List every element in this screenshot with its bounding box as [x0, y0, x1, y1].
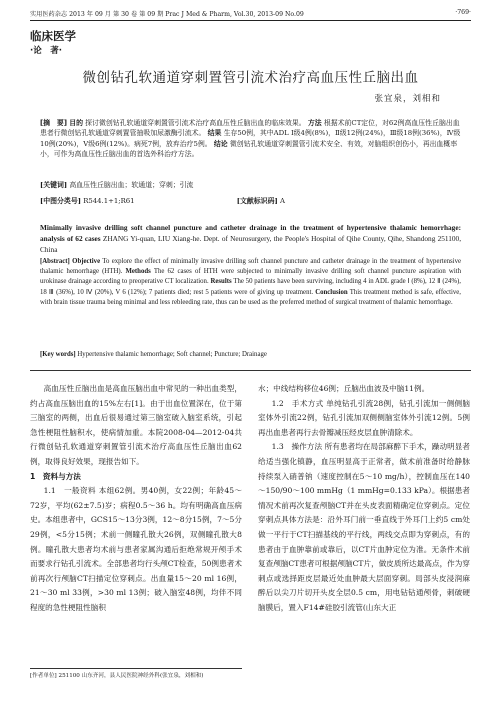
methods-label: 方法: [307, 119, 322, 127]
conclusion-text: 微创钻孔软通道穿刺置管引流术安全、有效，对脑组织创伤小，再出血概率小，可作为高血压性丘脑出血的首选外科治疗方法。: [40, 139, 458, 159]
english-affiliation: Dept. of Neurosurgery, the People's Hospital of Qihe County, Qihe, Shandong 251100, China: [40, 234, 462, 254]
results-text: 生存50例，其中ADL Ⅰ级4例(8%)，Ⅱ级12例(24%)，Ⅲ级18例(36%)，Ⅳ级10例(20%)，Ⅴ级6例(12%)。病死7例，放弃治疗5例。: [40, 129, 461, 148]
author-affiliation-footnote: [作者单位] 251100 山东齐河，县人民医院神经外科(张宜泉，刘相和): [30, 668, 242, 679]
body-column-right: [258, 382, 470, 616]
paragraph-general-data: 1.1 一般资料 本组62例。男40例，女22例；年龄45～72岁，平均(62±7.5)岁；病程0.5～36 h。均有明确高血压病史。本组患者中，GCS15～13分3例，12～8分15例，7～5分29例，<5分15例；术前一侧瞳孔散大26例，双侧瞳孔散大8例。瞳孔散大患者均术前与患者家属沟通后拒绝常规开颅手术而要求行钻孔引流术。全部患者均行头颅CT检查，50例患者术前再次行颅脑CT扫描定位穿刺点。出血量15～20 ml 16例，21～30 ml 33例，>30 ml 13例；破入脑室48例，均伴不同程度的急性梗阻性脑积: [30, 486, 243, 612]
continued-paragraph: 水；中线结构移位46例；丘脑出血波及中脑11例。: [258, 384, 430, 393]
english-title-block: [40, 222, 461, 255]
running-header: [30, 8, 471, 21]
keywords-zh: [40, 180, 461, 190]
page-number: ·769·: [455, 9, 471, 16]
journal-info: 实用医药杂志 2013 年 09 月 第 30 卷 第 09 期 Prac J Med & Pharm, Vol.30, 2013-09 No.09: [30, 11, 304, 18]
conclusion-en-text: This treatment method is safe, effective, with brain tissue trauma being minimal and less rebleeding rate, thus can be used as the preferred method of surgical treatment of thalamic hemorrhage.: [40, 288, 462, 306]
abstract-en: [40, 257, 461, 308]
authors: 张宜泉，刘相和: [374, 94, 441, 104]
objective-en-text: To explore the effect of minimally invasive drilling soft channel puncture and catheter drainage in the treatment of hypertensive thalamic hemorrhage (HTH).: [40, 258, 461, 276]
english-title: Minimally invasive drilling soft channel puncture and catheter drainage in the treatment of hypertensive thalamic hemorrhage: analysis of 62 cases: [40, 223, 461, 243]
abstract-en-label: [Abstract]: [40, 258, 70, 265]
results-label: 结果: [207, 129, 222, 138]
objective-en-label: Objective: [72, 258, 101, 265]
results-en-label: Results: [210, 278, 232, 286]
section-heading: 临床医学: [30, 29, 76, 43]
article-title: 微创钻孔软通道穿刺置管引流术治疗高血压性丘脑出血: [82, 70, 419, 86]
keywords-en-label: [Key words]: [40, 351, 76, 358]
methods-text: 根据术前CT定位，对62例高血压性丘脑出血患者行微创钻孔软通道穿刺置管抽吸加尿激酶引流术。: [40, 119, 460, 138]
results-en-text: The 50 patients have been surviving, including 4 in ADL grade Ⅰ (8%), 12 Ⅱ (24%), 18 Ⅲ (36%), 10 Ⅳ (20%), V 6 (12%); 7 patients died; rest 5 patients were of giving up treatment.: [40, 278, 462, 296]
paragraph-surgical-method: 1.2 手术方式 单纯钻孔引流28例，钻孔引流加一侧侧脑室体外引流22例，钻孔引流加双侧侧脑室体外引流12例。5例再出血患者再行去骨瓣减压经皮层血肿清除术。: [258, 398, 470, 437]
objective-text: 探讨微创钻孔软通道穿刺置管引流术治疗高血压性丘脑出血的临床效果。: [85, 119, 306, 127]
objective-label: 目的: [69, 119, 83, 127]
keywords-en: [40, 351, 461, 358]
heading-procedure: 1.3 操作方法: [271, 442, 323, 452]
conclusion-en-label: Conclusion: [315, 288, 348, 296]
abstract-zh: [40, 118, 461, 160]
document-code: [文献标识码] A: [236, 197, 285, 205]
clc-code: [中图分类号] R544.1+1;R61: [40, 197, 135, 205]
body-column-left: [30, 382, 242, 616]
classification: [40, 195, 461, 205]
keywords-text: 高血压性丘脑出血；软通道；穿刺；引流: [69, 181, 194, 189]
keywords-label: [关键词]: [40, 181, 68, 189]
paragraph-procedure: 1.3 操作方法 所有患者均在局部麻醉下手术，躁动明显者给适当强化镇静，血压明显高于正常者，做术前准备时给静脉持续泵入硝普钠（速度控制在5～10 mg/h），控制血压在140～150/90～100 mmHg（1 mmHg=0.133 kPa）。根据患者情况术前再次复查颅脑CT并在头皮表面精确定位穿刺点。定位穿刺点具体方法是：沿外耳门前一垂直线于外耳门上约5 cm处做一平行于CT扫描基线的平行线，两线交点即为穿刺点，有的患者由于血肿靠前或靠后，以CT片血肿定位为准。无条件术前复查颅脑CT患者可根据颅脑CT片，做皮质所达最高点，作为穿刺点或选择距皮层最近处血肿最大层面穿刺。局部头皮浸润麻醉后以尖刀片切开头皮全层0.5 cm，用电钻钻通颅骨，刺破硬脑膜后，置入F14#硅胶引流管(山东大正: [258, 442, 471, 612]
abstract-label: [摘 要]: [40, 119, 67, 127]
heading-general-data: 1.1 一般资料: [43, 486, 96, 496]
methods-en-text: The 62 cases of HTH were subjected to minimally invasive drilling soft channel puncture aspiration with urokinase drainage according to preoperative CT localization.: [40, 268, 462, 286]
english-authors: ZHANG Yi-quan, LIU Xiang-he.: [102, 234, 202, 243]
conclusion-label: 结论: [213, 139, 228, 148]
heading-surgical-method: 1.2 手术方式: [271, 398, 324, 408]
methods-en-label: Methods: [125, 268, 151, 276]
article-type: ·论 著·: [30, 46, 62, 56]
keywords-en-text: Hypertensive thalamic hemorrhage; Soft channel; Puncture; Drainage: [77, 351, 267, 358]
heading-materials-methods: 1 资料与方法: [30, 471, 81, 481]
divider: [30, 370, 471, 371]
intro-paragraph: 高血压性丘脑出血是高血压脑出血中常见的一种出血类型，约占高血压脑出血的15%左右[1]。由于出血位置深在，位于第三脑室的两侧，出血后很易通过第三脑室破入脑室系统，引起急性梗阻性脑积水，使病情加重。本院2008-04—2012-04共行微创钻孔软通道穿刺置管引流术治疗高血压性丘脑出血62例，取得良好效果，现报告如下。: [30, 384, 242, 466]
